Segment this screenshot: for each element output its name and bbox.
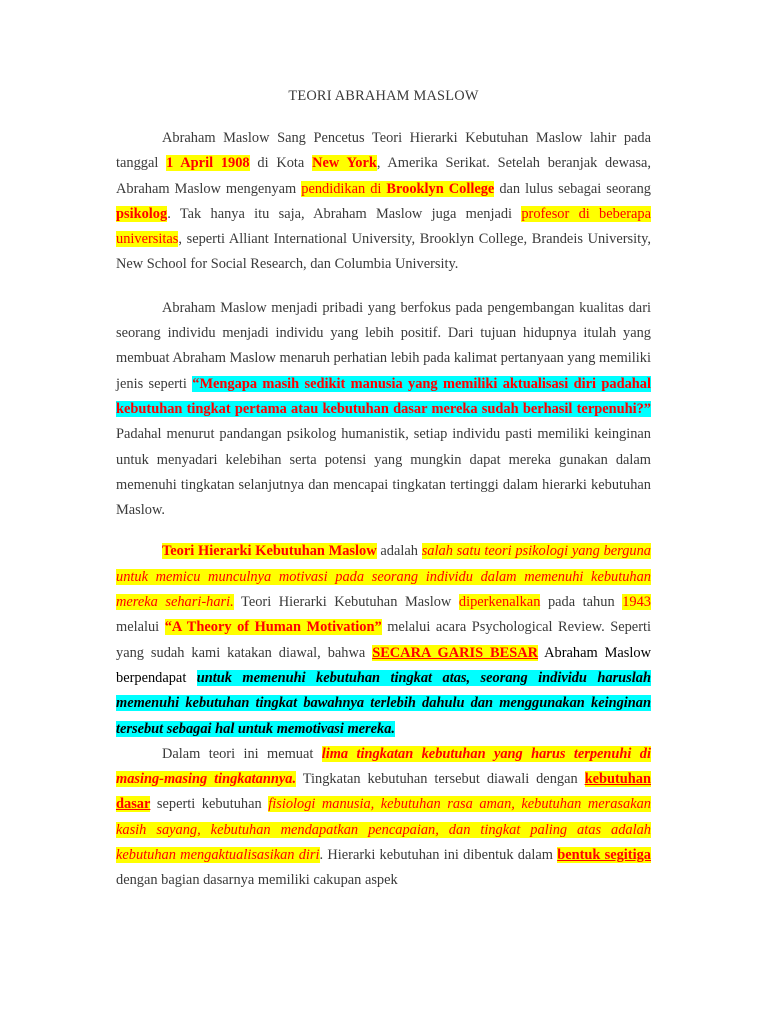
highlight-professor: profesor di beberapa universitas [116,205,651,248]
highlight-psikolog: psikolog [116,205,168,222]
text: Teori Hierarki Kebutuhan Maslow [233,594,459,611]
text: dengan bagian dasarnya memiliki cakupan aspek [116,872,398,889]
highlight-city: New York [312,155,377,172]
text: , Amerika Serikat. Setelah beranjak dewasa, Abraham Maslow mengenyam [116,155,651,197]
text: Tingkatan kebutuhan tersebut diawali dengan [296,771,585,788]
highlight-education: pendidikan di [301,180,387,197]
highlight-maslow-opinion: untuk memenuhi kebutuhan tingkat atas, seorang individu haruslah memenuhi kebutuhan tingkat bawahnya terlebih dahulu dan menggunakan keinginan tersebut sebagai hal untuk memotivasi mereka. [116,669,651,737]
paragraph-levels [116,742,651,894]
text: Padahal menurut pandangan psikolog humanistik, setiap individu pasti memiliki keinginan untuk menyadari kelebihan serta potensi yang mungkin dapat mereka gunakan dalam memenuhi tingkatan selanjutnya dan mencapai tingkatan tertinggi dalam hierarki kebutuhan Maslow. [116,426,651,519]
text: . Tak hanya itu saja, Abraham Maslow juga menjadi [167,205,522,222]
highlight-year: 1943 [622,594,651,611]
text: Abraham Maslow berpendapat [116,644,651,686]
highlight-five-levels: lima tingkatan kebutuhan yang harus terpenuhi di masing-masing tingkatannya. [116,745,651,788]
text: melalui acara Psychological Review. Seperti yang sudah kami katakan diawal, bahwa [116,619,651,661]
highlight-publication: “A Theory of Human Motivation” [164,619,382,636]
highlight-question-quote: “Mengapa masih sedikit manusia yang memiliki aktualisasi diri padahal kebutuhan tingkat pertama atau kebutuhan dasar mereka sudah berhasil terpenuhi?” [116,375,651,417]
text: Abraham Maslow menjadi pribadi yang berfokus pada pengembangan kualitas dari seorang individu menjadi individu yang lebih positif. Dari tujuan hidupnya itulah yang membuat Abraham Maslow menaruh perhatian lebih pada kalimat pertanyaan yang memiliki jenis seperti [116,299,651,392]
text: adalah [376,543,422,560]
highlight-needs-list: fisiologi manusia, kebutuhan rasa aman, kebutuhan merasakan kasih sayang, kebutuhan mendapatkan pencapaian, dan tingkat paling atas adalah kebutuhan mengaktualisasikan diri [116,796,651,864]
highlight-theory-definition: salah satu teori psikologi yang berguna untuk memicu munculnya motivasi pada seorang individu dalam memenuhi kebutuhan mereka sehari-hari. [116,543,652,611]
text: seperti kebutuhan [150,796,269,813]
paragraph-biography [116,126,651,278]
highlight-theory-term: Teori Hierarki Kebutuhan Maslow [162,543,377,560]
paragraph-spacer [116,523,651,539]
text: pada tahun [540,594,623,611]
document-title: TEORI ABRAHAM MASLOW [288,88,479,104]
highlight-birth-date: 1 April 1908 [166,155,250,172]
paragraph-focus [116,296,651,524]
text: , seperti Alliant International University, Brooklyn College, Brandeis University, New School for Social Research, dan Columbia University. [116,231,651,273]
document-page [116,84,651,894]
text: dan lulus sebagai seorang [494,180,652,197]
highlight-basic-needs: kebutuhan dasar [116,771,651,813]
paragraph-spacer [116,278,651,296]
paragraph-theory [116,539,651,741]
highlight-college: Brooklyn College [386,180,495,197]
highlight-triangle: bentuk segitiga [557,847,651,864]
highlight-introduced: diperkenalkan [458,594,541,611]
text: di Kota [249,155,313,172]
text: melalui [116,619,165,636]
text: Dalam teori ini memuat [162,745,322,762]
text: . Hierarki kebutuhan ini dibentuk dalam [319,847,558,864]
highlight-secara-garis-besar: SECARA GARIS BESAR [372,644,538,661]
text: Abraham Maslow Sang Pencetus Teori Hierarki Kebutuhan Maslow lahir pada tanggal [116,130,651,172]
